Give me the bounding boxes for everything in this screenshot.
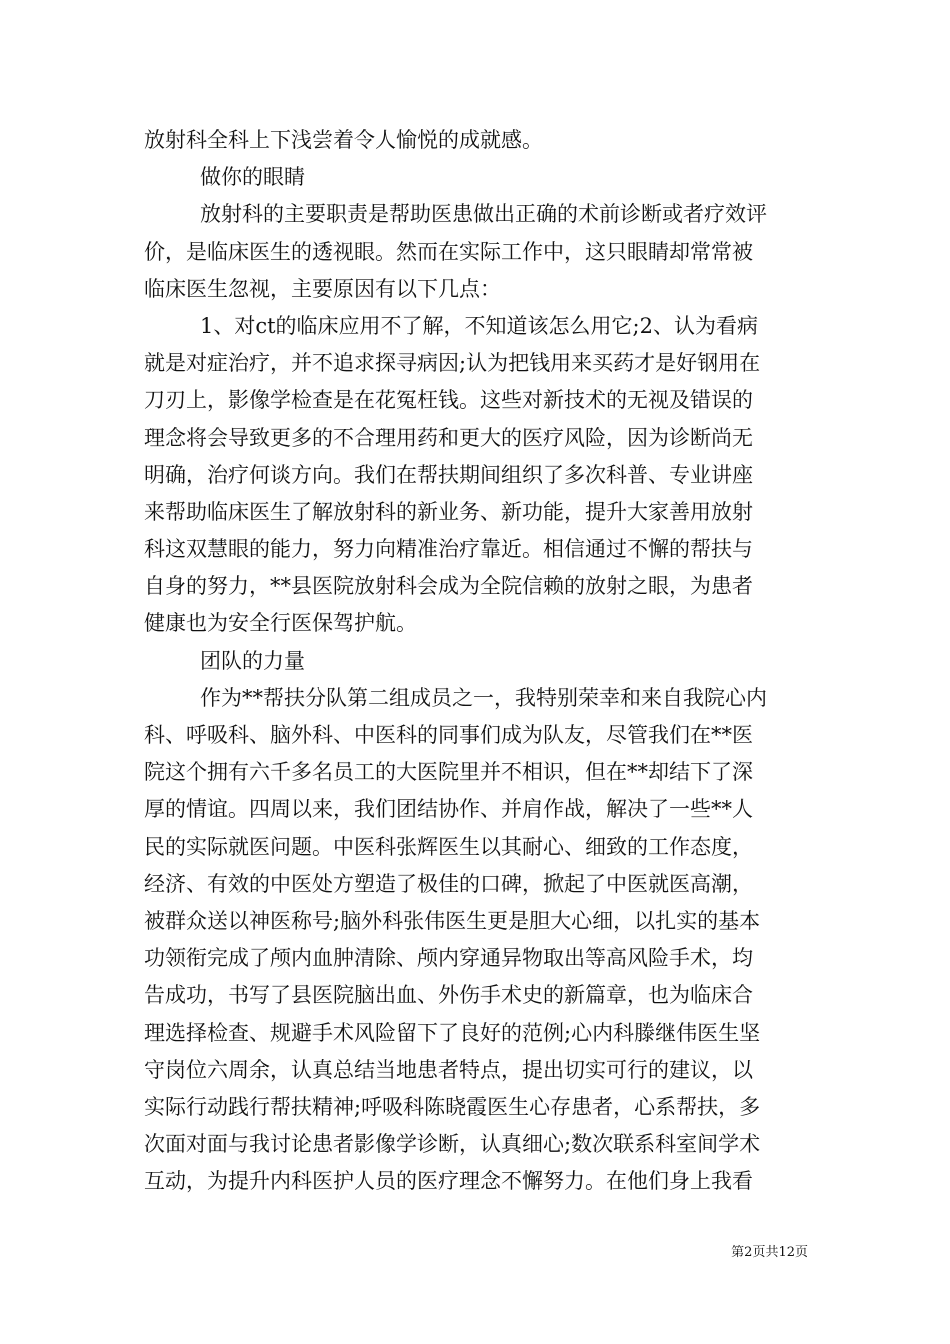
document-body xyxy=(144,122,808,1200)
text-line: 刀刃上，影像学检查是在花冤枉钱。这些对新技术的无视及错误的 xyxy=(144,388,753,413)
text-line: 实际行动践行帮扶精神;呼吸科陈晓霞医生心存患者，心系帮扶，多 xyxy=(144,1094,761,1119)
section-heading: 团队的力量 xyxy=(200,648,305,673)
text-line: 经济、有效的中医处方塑造了极佳的口碑，掀起了中医就医高潮， xyxy=(144,871,753,896)
text-line: 临床医生忽视，主要原因有以下几点： xyxy=(144,276,501,301)
text-line: 价，是临床医生的透视眼。然而在实际工作中，这只眼睛却常常被 xyxy=(144,239,753,264)
text-line: 厚的情谊。四周以来，我们团结协作、并肩作战，解决了一些**人 xyxy=(144,797,753,822)
text-line: 放射科的主要职责是帮助医患做出正确的术前诊断或者疗效评 xyxy=(200,202,767,227)
text-line: 健康也为安全行医保驾护航。 xyxy=(144,611,417,636)
text-line: 互动，为提升内科医护人员的医疗理念不懈努力。在他们身上我看 xyxy=(144,1169,753,1194)
text-line: 放射科全科上下浅尝着令人愉悦的成就感。 xyxy=(144,128,543,152)
page-number: 第2页共12页 xyxy=(731,1245,808,1260)
text-line: 院这个拥有六千多名员工的大医院里并不相识，但在**却结下了深 xyxy=(144,760,753,785)
text-line: 1、对ct的临床应用不了解，不知道该怎么用它;2、认为看病 xyxy=(200,313,758,338)
text-line: 作为**帮扶分队第二组成员之一，我特别荣幸和来自我院心内 xyxy=(200,685,767,710)
text-line: 科、呼吸科、脑外科、中医科的同事们成为队友，尽管我们在**医 xyxy=(144,723,753,747)
text-line: 来帮助临床医生了解放射科的新业务、新功能，提升大家善用放射 xyxy=(144,499,753,524)
text-line: 民的实际就医问题。中医科张辉医生以其耐心、细致的工作态度， xyxy=(144,834,753,859)
text-line: 自身的努力，**县医院放射科会成为全院信赖的放射之眼，为患者 xyxy=(144,574,753,599)
text-line: 守岗位六周余，认真总结当地患者特点，提出切实可行的建议，以 xyxy=(144,1057,753,1082)
text-line: 理念将会导致更多的不合理用药和更大的医疗风险，因为诊断尚无 xyxy=(144,425,753,450)
text-line: 被群众送以神医称号;脑外科张伟医生更是胆大心细，以扎实的基本 xyxy=(144,908,761,933)
text-line: 科这双慧眼的能力，努力向精准治疗靠近。相信通过不懈的帮扶与 xyxy=(144,537,753,562)
text-line: 功领衔完成了颅内血肿清除、颅内穿通异物取出等高风险手术，均 xyxy=(144,946,753,971)
text-line: 理选择检查、规避手术风险留下了良好的范例;心内科滕继伟医生坚 xyxy=(144,1020,761,1045)
text-line: 告成功，书写了县医院脑出血、外伤手术史的新篇章，也为临床合 xyxy=(144,983,753,1008)
text-line: 就是对症治疗，并不追求探寻病因;认为把钱用来买药才是好钢用在 xyxy=(144,351,761,376)
section-heading: 做你的眼睛 xyxy=(200,165,305,190)
text-line: 明确，治疗何谈方向。我们在帮扶期间组织了多次科普、专业讲座 xyxy=(144,462,753,487)
text-line: 次面对面与我讨论患者影像学诊断，认真细心;数次联系科室间学术 xyxy=(144,1132,761,1157)
